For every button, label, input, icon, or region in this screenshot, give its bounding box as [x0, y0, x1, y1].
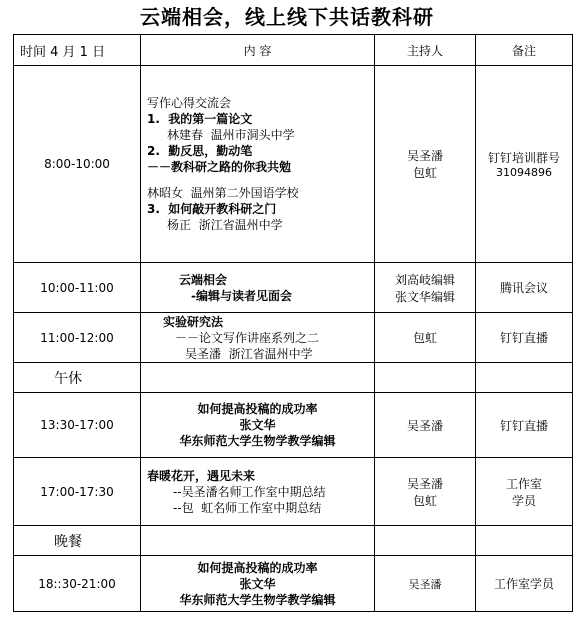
header-content: 内 容: [141, 35, 375, 66]
host-name: 吴圣潘: [406, 476, 443, 491]
content-line: 如何提高投稿的成功率: [197, 402, 318, 416]
table-row: [14, 458, 573, 526]
content-cell: [141, 66, 375, 263]
host-name: 吴圣潘: [408, 577, 442, 591]
header-time: 时间 4 月 1 日: [14, 35, 141, 66]
table-row: [14, 313, 573, 363]
note-text: 工作室: [505, 476, 542, 491]
host-cell: [375, 458, 476, 526]
host-cell: [375, 313, 476, 363]
time-cell: 10:00-11:00: [14, 263, 141, 313]
host-name: 张文华编辑: [394, 289, 455, 304]
content-line: 张文华: [239, 418, 276, 432]
content-line: 3. 如何敲开教科研之门: [147, 202, 277, 216]
host-cell: [375, 393, 476, 458]
content-line: 张文华: [239, 576, 276, 591]
content-cell: [141, 263, 375, 313]
host-name: 包虹: [412, 166, 437, 180]
host-name: 吴圣潘: [406, 149, 443, 163]
time-cell: 晚餐: [14, 526, 141, 556]
note-text: 学员: [511, 493, 536, 508]
table-header-row: [14, 35, 573, 66]
note-cell: [476, 313, 573, 363]
content-line: -编辑与读者见面会: [191, 288, 292, 303]
time-cell: 17:00-17:30: [14, 458, 141, 526]
content-cell: [141, 458, 375, 526]
note-text: 钉钉培训群号: [487, 151, 560, 165]
note-text: 工作室学员: [493, 577, 554, 591]
note-cell: [476, 66, 573, 263]
content-line: 写作心得交流会: [147, 96, 232, 110]
host-name: 包虹: [412, 493, 437, 508]
note-cell: [476, 556, 573, 612]
content-line: 林昭女 温州第二外国语学校: [147, 186, 299, 200]
content-cell: [141, 313, 375, 363]
page-title: 云端相会，线上线下共话教科研: [140, 5, 434, 29]
host-cell: [375, 263, 476, 313]
time-cell: 午休: [14, 363, 141, 393]
content-line: 实验研究法: [163, 314, 224, 329]
table-row: [14, 263, 573, 313]
content-line: 华东师范大学生物学教学编辑: [179, 592, 336, 607]
time-cell: 8:00-10:00: [14, 66, 141, 263]
time-cell: 13:30-17:00: [14, 393, 141, 458]
content-line: 2. 勤反思，勤动笔: [147, 144, 253, 158]
content-line: －－教科研之路的你我共勉: [147, 160, 292, 174]
note-cell: [476, 263, 573, 313]
host-name: 包虹: [412, 331, 437, 345]
content-line: 杨正 浙江省温州中学: [167, 218, 283, 232]
time-cell: 18::30-21:00: [14, 556, 141, 612]
note-text: 钉钉直播: [499, 418, 548, 433]
note-text: 钉钉直播: [499, 331, 548, 345]
note-cell: [476, 458, 573, 526]
table-row: [14, 363, 573, 393]
note-cell: [476, 393, 573, 458]
content-line: 如何提高投稿的成功率: [197, 560, 318, 575]
content-line: －－论文写作讲座系列之二: [175, 330, 320, 345]
content-line: 华东师范大学生物学教学编辑: [179, 434, 336, 448]
header-host: 主持人: [375, 35, 476, 66]
host-cell: [375, 556, 476, 612]
content-line: 吴圣潘 浙江省温州中学: [185, 346, 313, 361]
content-cell: [141, 556, 375, 612]
content-line: 云端相会: [179, 272, 228, 287]
time-cell: 11:00-12:00: [14, 313, 141, 363]
note-text: 腾讯会议: [499, 281, 548, 295]
content-line: --吴圣潘名师工作室中期总结: [173, 484, 326, 499]
note-text: 31094896: [496, 166, 552, 179]
host-name: 刘高岐编辑: [394, 272, 455, 287]
content-cell: [141, 393, 375, 458]
table-row: [14, 556, 573, 612]
header-note: 备注: [476, 35, 573, 66]
host-cell: [375, 66, 476, 263]
content-line: 1. 我的第一篇论文: [147, 112, 253, 126]
content-line: 春暖花开，遇见未来: [147, 468, 256, 483]
table-row: [14, 393, 573, 458]
schedule-table: [13, 34, 573, 612]
table-row: [14, 526, 573, 556]
host-name: 吴圣潘: [406, 418, 443, 433]
content-line: --包 虹名师工作室中期总结: [173, 500, 322, 515]
content-line: 林建春 温州市洞头中学: [167, 128, 295, 142]
table-row: [14, 66, 573, 263]
